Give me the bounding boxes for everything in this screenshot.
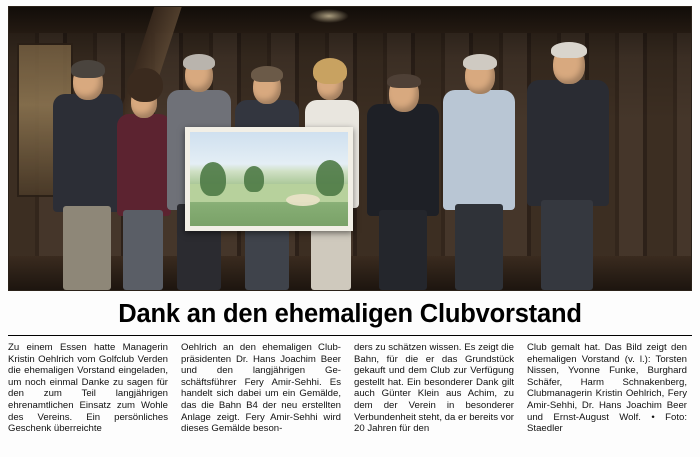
golf-course-painting — [185, 127, 353, 231]
page-title: Dank an den ehemaligen Clubvorstand — [118, 300, 582, 328]
article-column-1 — [8, 342, 168, 470]
hair — [251, 66, 283, 82]
lamp-glow — [309, 9, 349, 23]
article-column-2 — [181, 342, 341, 470]
legs — [455, 204, 503, 290]
hair — [183, 54, 215, 70]
legs — [63, 206, 111, 290]
person-hans-joachim-beer — [441, 36, 517, 290]
article-paragraph: ders zu schätzen wissen. Es zeigt die Bahn, für die er das Grundstück gekauft und dem Club zur Verfügung gestellt hat. Ein besonderer Dank gilt auch Günter Klein aus Achim, zu dem der Verein in besonderer Verbundenheit steht, da er bereits vor 20 Jahren für den — [354, 342, 514, 435]
torso — [527, 80, 609, 206]
hair — [463, 54, 497, 70]
painting-tree-mid — [244, 166, 264, 192]
article-paragraph: Zu einem Essen hatte Managerin Kristin Oehlrich vom Golfclub Verden die ehemaligen Vorstand eingeladen, um noch einmal Danke zu sagen für den zum Teil langjährigen ehrenamtlichen Einsatz zum Wohle des Vereins. Ein persönliches Geschenk überreichte — [8, 342, 168, 435]
hair — [71, 60, 105, 78]
article-photo — [8, 6, 692, 291]
person-ernst-august-wolf — [525, 22, 611, 290]
article-paragraph: Oehlrich an den ehemaligen Clubpräsidenten Dr. Hans Joachim Beer und den langjährigen Geschäftsführer Fery Amir-Sehhi. Es handelt sich dabei um ein Gemälde, das die Bahn B4 der neu erstellten Anlage zeigt. Fery Amir-Sehhi wird dieses Gemälde beson- — [181, 342, 341, 435]
torso — [443, 90, 515, 210]
article-column-4 — [527, 342, 687, 470]
hair — [387, 74, 421, 88]
legs — [541, 200, 593, 290]
painting-bunker — [286, 194, 320, 206]
legs — [379, 210, 427, 290]
divider — [8, 335, 692, 336]
painting-tree-right — [316, 160, 344, 196]
person-fery-amir-sehhi — [365, 56, 441, 290]
hair — [551, 42, 587, 58]
hair — [313, 58, 347, 84]
torso — [117, 114, 171, 216]
painting-tree-left — [200, 162, 226, 196]
article-paragraph: Club gemalt hat. Das Bild zeigt den ehemaligen Vorstand (v. l.): Torsten Nissen, Yvonne Funke, Burghard Schäfer, Harm Schnakenberg, Clubmanagerin Kristin Oehlrich, Fery Amir-Sehhi, Dr. Hans Joachim Beer und Ernst-August Wolf. • Foto: Staedler — [527, 342, 687, 435]
legs — [123, 210, 163, 290]
torso — [367, 104, 439, 216]
article-body — [8, 342, 692, 470]
hair — [127, 68, 163, 102]
article-column-3 — [354, 342, 514, 470]
